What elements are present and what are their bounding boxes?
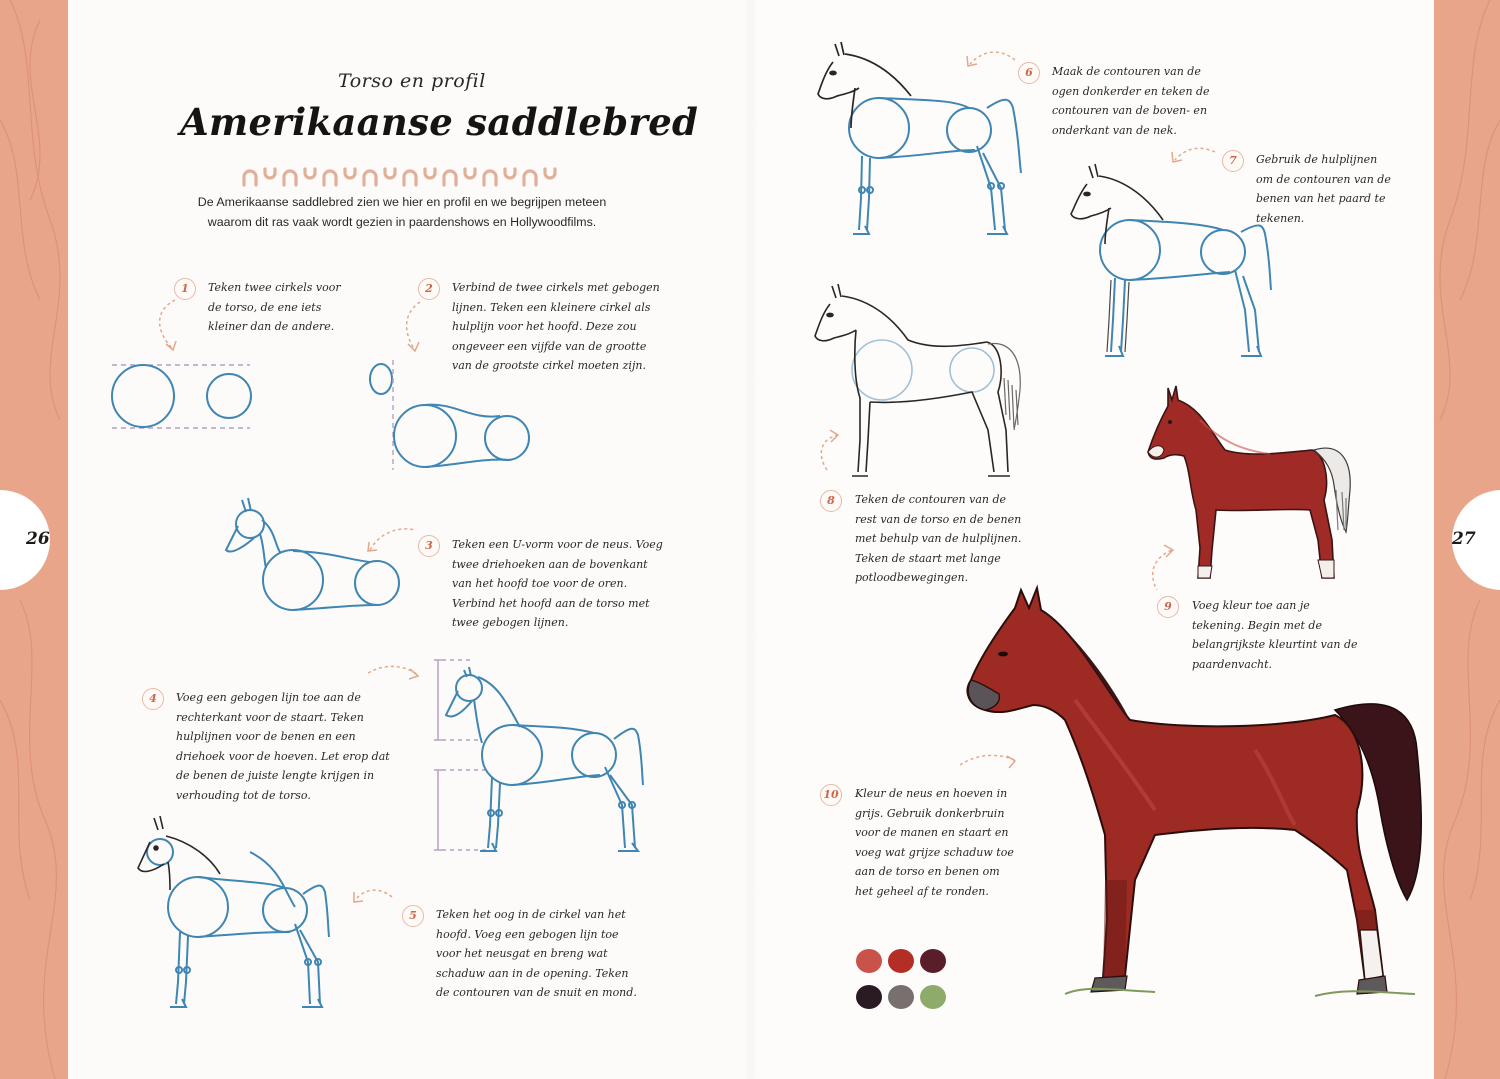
color-swatches	[852, 945, 952, 1017]
intro-paragraph: De Amerikaanse saddlebred zien we hier en profil en we begrijpen meteen waarom dit ras vaak wordt gezien in paardenshows en Hollywoodfilms.	[197, 195, 607, 229]
step-3-badge: 3	[418, 535, 440, 557]
swatch-green	[920, 985, 946, 1009]
step-7-text: Gebruik de hulplijnen om de contouren van de benen van het paard te tekenen.	[1256, 153, 1391, 225]
swatch-red	[888, 949, 914, 973]
step-2-badge: 2	[418, 278, 440, 300]
step-9-badge: 9	[1157, 596, 1179, 618]
step-10-text: Kleur de neus en hoeven in grijs. Gebruik donkerbruin voor de manen en staart en voeg wat grijze schaduw toe aan de torso en benen om het geheel af te ronden.	[855, 787, 1014, 898]
section-subtitle: Torso en profil	[338, 70, 486, 92]
step-8-text: Teken de contouren van de rest van de torso en de benen met behulp van de hulplijnen. Teken de staart met lange potloodbewegingen.	[855, 493, 1022, 584]
step-1-badge: 1	[174, 278, 196, 300]
step-2-text: Verbind de twee cirkels met gebogen lijnen. Teken een kleinere cirkel als hulplijn voor het hoofd. Deze zou ongeveer een vijfde van de grootte van de grootste cirkel moeten zijn.	[452, 281, 660, 372]
step-6-badge: 6	[1018, 62, 1040, 84]
step-8-badge: 8	[820, 490, 842, 512]
step-7-legs-contour-illustration	[1065, 140, 1285, 365]
step-6-text: Maak de contouren van de ogen donkerder en teken de contouren van de boven- en onderkant van de nek.	[1052, 65, 1210, 137]
swatch-red-light	[856, 949, 882, 973]
page-number-left: 26	[26, 529, 50, 549]
step-3-head-illustration	[220, 490, 420, 620]
page-title: Amerikaanse saddlebred	[180, 100, 699, 144]
step-3-text: Teken een U-vorm voor de neus. Voeg twee driehoeken aan de bovenkant van het hoofd toe voor de oren. Verbind het hoofd aan de torso met twee gebogen lijnen.	[452, 538, 663, 629]
step-9-text: Voeg kleur toe aan je tekening. Begin met de belangrijkste kleurtint van de paardenvacht.	[1192, 599, 1358, 671]
step-5-eye-illustration	[130, 812, 410, 1022]
step-4-badge: 4	[142, 688, 164, 710]
step-10-finished-horse-illustration	[955, 580, 1425, 1020]
swatch-dark-brown	[920, 949, 946, 973]
step-4-text: Voeg een gebogen lijn toe aan de rechterkant voor de staart. Teken hulplijnen voor de benen en een driehoek voor de hoeven. Let erop dat de benen de juiste lengte krijgen in verhouding tot de torso.	[176, 691, 390, 802]
step-5-badge: 5	[402, 905, 424, 927]
step-8-tail-illustration	[812, 280, 1037, 485]
step-1-circles-illustration	[100, 290, 270, 440]
page-number-right: 27	[1452, 529, 1476, 549]
step-9-colored-horse-illustration	[1140, 380, 1365, 590]
swatch-near-black	[856, 985, 882, 1009]
swatch-grey	[888, 985, 914, 1009]
step-5-text: Teken het oog in de cirkel van het hoofd. Voeg een gebogen lijn toe voor het neusgat en breng wat schaduw aan in de opening. Teken de contouren van de snuit en mond.	[436, 908, 637, 999]
horseshoe-row-icon	[238, 163, 558, 189]
step-2-connected-circles-illustration	[360, 290, 550, 480]
step-10-badge: 10	[820, 784, 842, 806]
book-gutter	[744, 0, 758, 1079]
step-1-text: Teken twee cirkels voor de torso, de ene iets kleiner dan de andere.	[208, 281, 341, 333]
step-7-badge: 7	[1222, 150, 1244, 172]
